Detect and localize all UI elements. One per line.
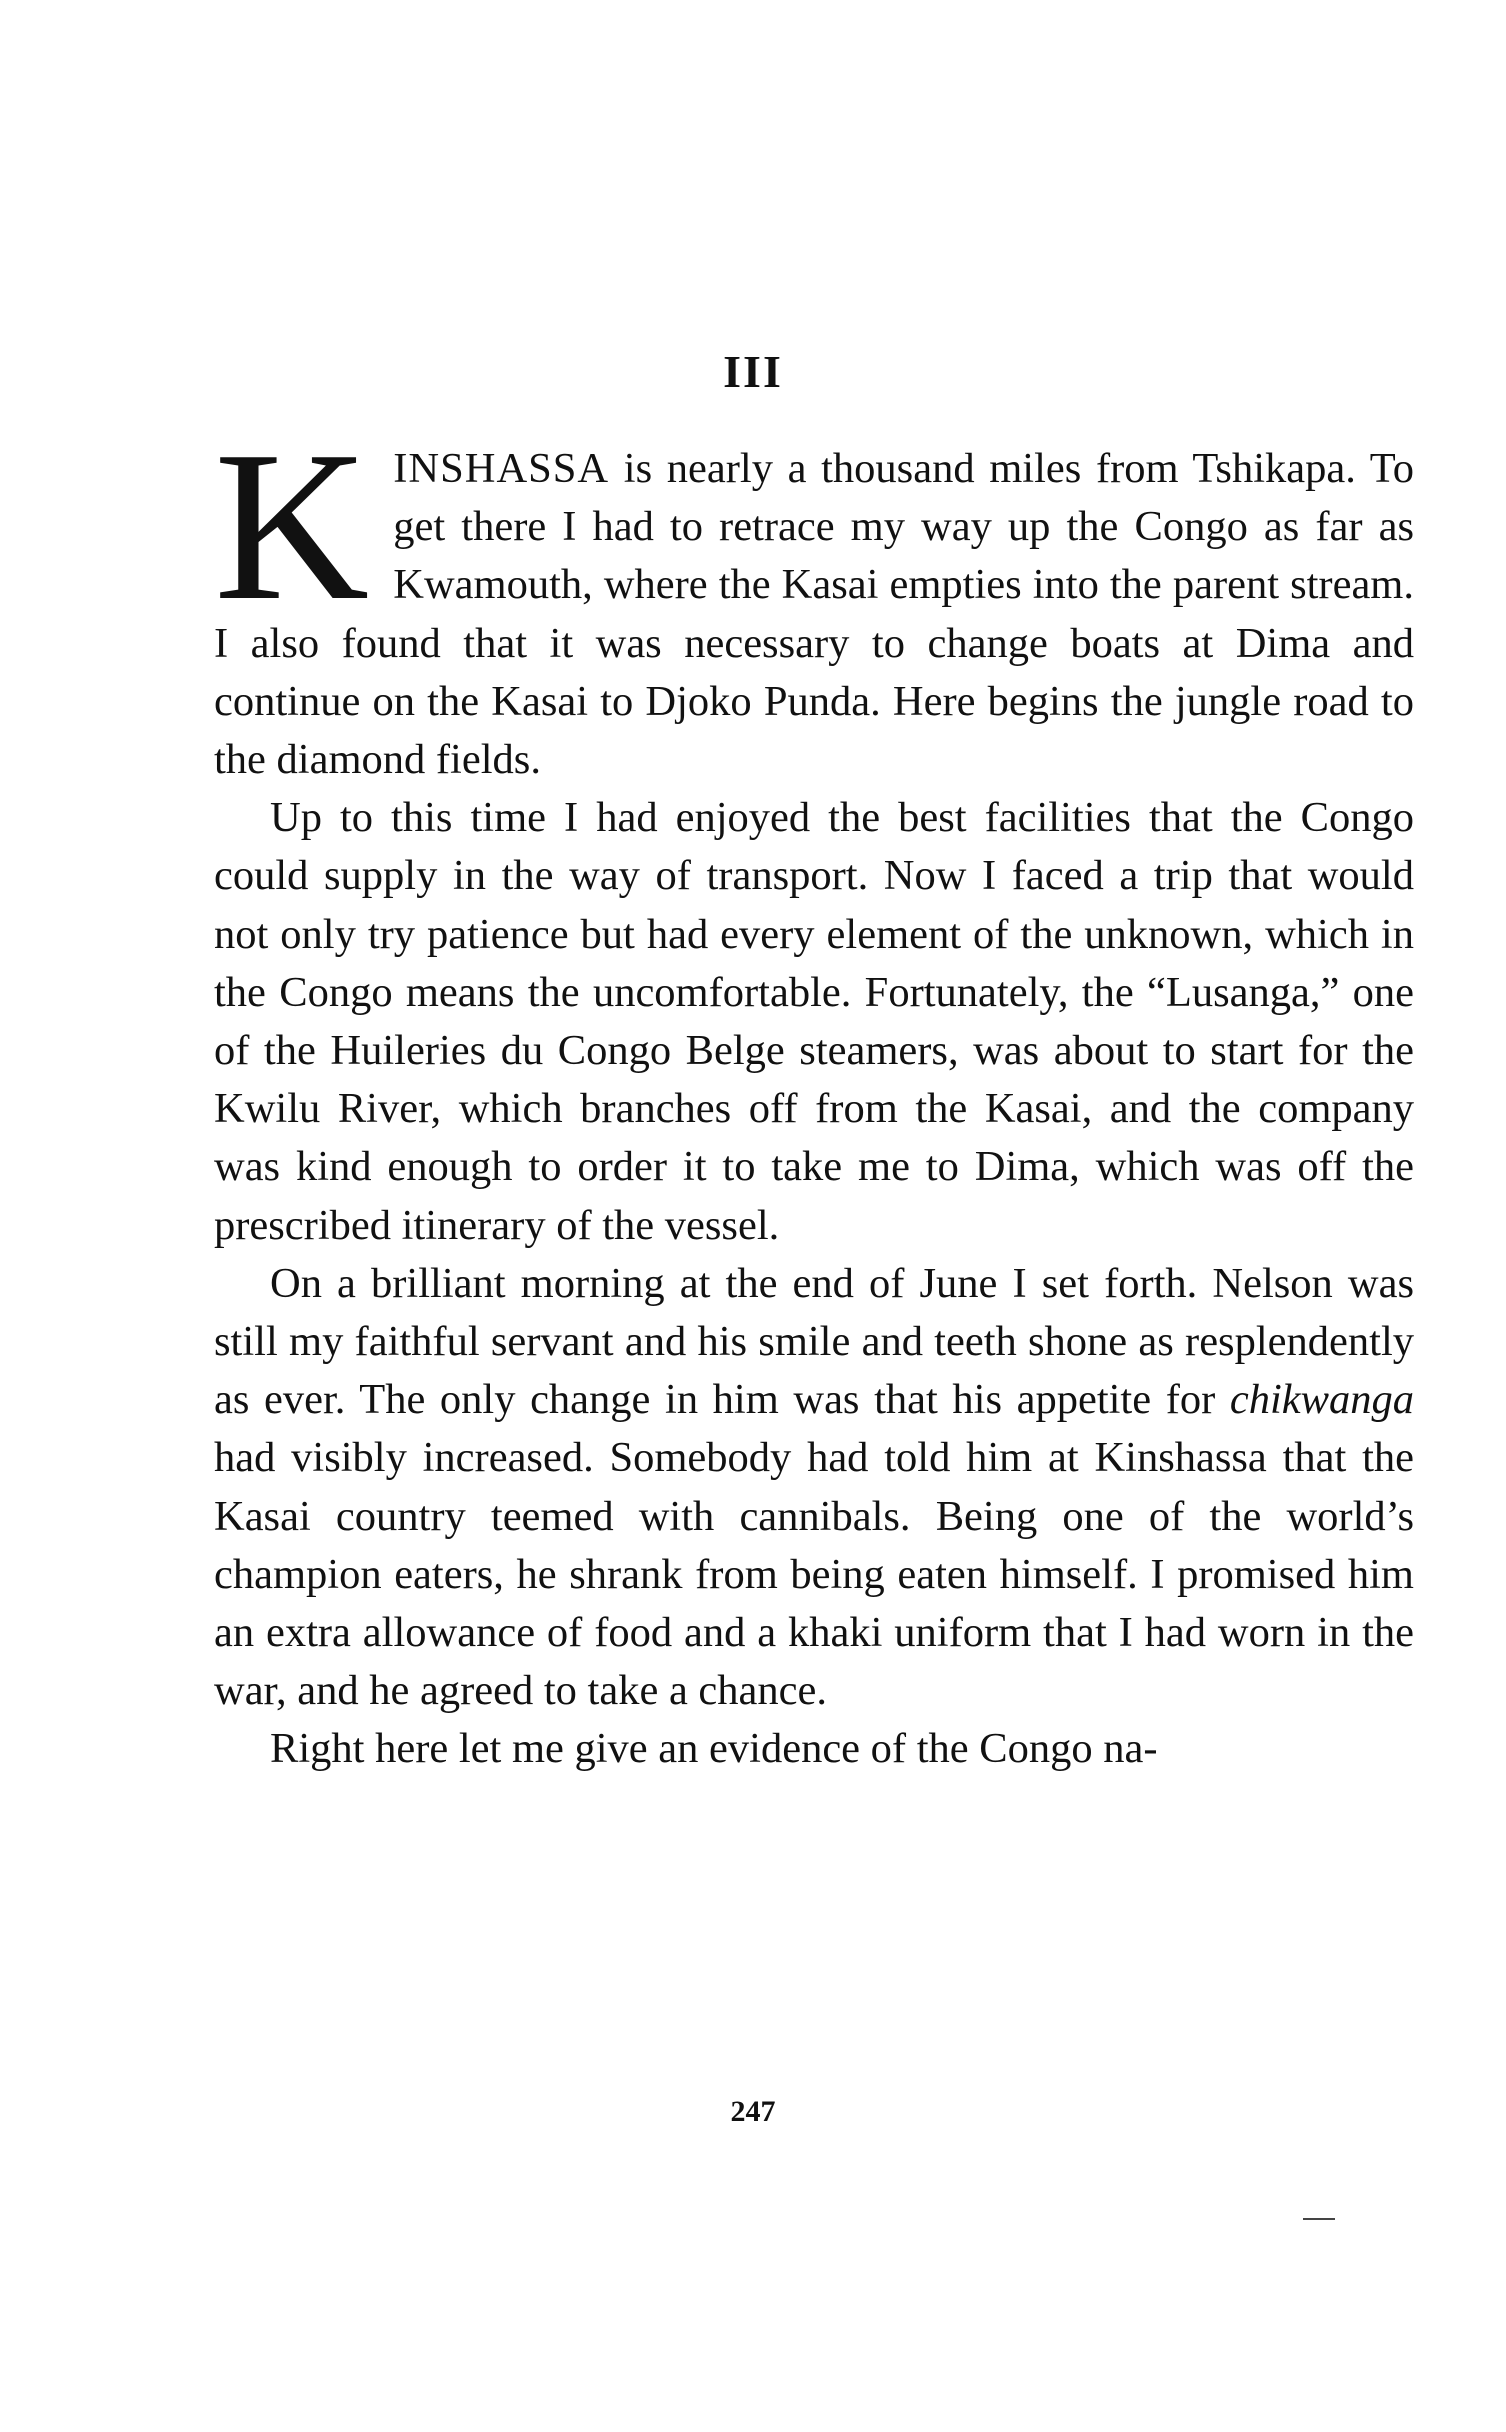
page-number: 247 — [730, 2095, 776, 2128]
drop-cap-initial: K — [214, 406, 370, 645]
paragraph-3 — [214, 1255, 1414, 1721]
margin-mark — [1303, 2218, 1335, 2220]
paragraph-4: Right here let me give an evidence of the Congo na- — [270, 1725, 1158, 1773]
paragraph-3-italic-word: chikwanga — [1229, 1376, 1414, 1424]
paragraph-1 — [214, 406, 1414, 789]
drop-cap-word-rest: INSHASSA — [393, 445, 610, 492]
paragraph-3-text-a: On a brilliant morning at the end of June I set forth. Nelson was still my faithful servant and his smile and teeth shone as resplendently as ever. The only change in him was that his appetite for — [214, 1259, 1414, 1424]
paragraph-3-text-b: had visibly increased. Somebody had told him at Kinshassa that the Kasai country teemed with cannibals. Being one of the world’s champion eaters, he shrank from being eaten himself. I promised him an extra allowance of food and a khaki uniform that I had worn in the war, and he agreed to take a chance. — [214, 1434, 1414, 1715]
body-text — [214, 406, 1414, 1779]
paragraph-2: Up to this time I had enjoyed the best facilities that the Congo could supply in the way of transport. Now I faced a trip that would not only try patience but had every element of the unknown, which in the Congo means the uncomfortable. Fortunately, the “Lusanga,” one of the Huileries du Congo Belge steamers, was about to start for the Kwilu River, which branches off from the Kasai, and the company was kind enough to order it to take me to Dima, which was off the prescribed itinerary of the vessel. — [214, 794, 1414, 1249]
chapter-heading: III — [723, 346, 783, 397]
paragraph-1-text: is nearly a thousand miles from Tshikapa. To get there I had to retrace my way up the Congo as far as Kwamouth, where the Kasai empties into the parent stream. I also found that it was necessary to change boats at Dima and continue on the Kasai to Djoko Punda. Here begins the jungle road to the diamond fields. — [214, 445, 1414, 784]
